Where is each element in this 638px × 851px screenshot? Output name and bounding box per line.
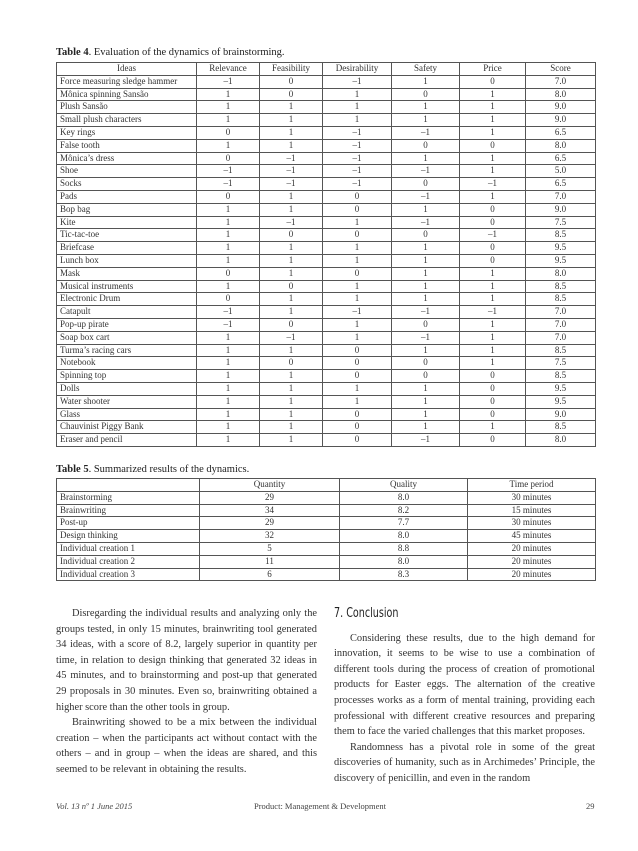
table4-cell: 1: [197, 88, 260, 101]
table-row: [57, 382, 596, 395]
table4-cell: –1: [197, 178, 260, 191]
table-row: [57, 293, 596, 306]
table4-cell: 6.5: [526, 178, 596, 191]
table4-cell: 1: [197, 331, 260, 344]
table4-header-cell: Price: [460, 63, 526, 76]
table4-cell: 8.5: [526, 370, 596, 383]
table4-cell: 0: [460, 370, 526, 383]
table4-cell: 1: [323, 280, 392, 293]
table4-cell: False tooth: [57, 139, 197, 152]
table4-cell: –1: [392, 434, 460, 447]
table5-header-cell: Time period: [468, 479, 596, 492]
table4-cell: 1: [392, 344, 460, 357]
table-row: [57, 254, 596, 267]
table4-cell: 1: [197, 139, 260, 152]
table5-cell: 15 minutes: [468, 504, 596, 517]
table4-cell: 1: [260, 242, 323, 255]
table5-cell: 8.0: [340, 555, 468, 568]
table5-cell: 20 minutes: [468, 568, 596, 581]
table4-cell: 0: [460, 395, 526, 408]
table4-cell: Mask: [57, 267, 197, 280]
table4-cell: –1: [260, 331, 323, 344]
table4-cell: 0: [460, 216, 526, 229]
table-row: [57, 280, 596, 293]
table4-cell: 0: [460, 408, 526, 421]
table4-cell: –1: [260, 165, 323, 178]
table5-cell: 8.0: [340, 491, 468, 504]
table4-cell: 1: [460, 318, 526, 331]
table4-cell: –1: [260, 178, 323, 191]
table4-cell: 1: [323, 395, 392, 408]
table4-cell: 1: [197, 254, 260, 267]
table-row: [57, 491, 596, 504]
table4-cell: Pop-up pirate: [57, 318, 197, 331]
table4-cell: –1: [197, 306, 260, 319]
table4-cell: 1: [197, 203, 260, 216]
table5-cell: Post-up: [57, 517, 200, 530]
table4-cell: 1: [197, 408, 260, 421]
table5-cell: Individual creation 2: [57, 555, 200, 568]
table4-cell: 0: [197, 126, 260, 139]
table5-cell: 8.3: [340, 568, 468, 581]
right-paragraph-2: Randomness has a pivotal role in some of the great discoveries of humanity, such as in Archimedes’ Principle, the discovery of penicillin, and even in the random: [334, 741, 595, 784]
table5-cell: 8.0: [340, 530, 468, 543]
table-row: [57, 203, 596, 216]
table4-cell: –1: [323, 306, 392, 319]
table5-cell: 6: [200, 568, 340, 581]
table5-header-row: [57, 479, 596, 492]
table4-cell: 1: [260, 421, 323, 434]
table5-cell: 34: [200, 504, 340, 517]
table4-cell: 0: [323, 370, 392, 383]
table5-cell: 45 minutes: [468, 530, 596, 543]
table4-cell: 0: [392, 229, 460, 242]
table4-cell: Notebook: [57, 357, 197, 370]
table5-cell: Brainwriting: [57, 504, 200, 517]
table4-header-cell: Relevance: [197, 63, 260, 76]
table4-cell: Chauvinist Piggy Bank: [57, 421, 197, 434]
table4-cell: 0: [197, 190, 260, 203]
table4-cell: 1: [197, 344, 260, 357]
table4-cell: Force measuring sledge hammer: [57, 75, 197, 88]
table4: [56, 62, 596, 447]
table4-cell: 8.0: [526, 434, 596, 447]
table4-cell: –1: [392, 126, 460, 139]
table4-header-row: [57, 63, 596, 76]
table4-cell: 1: [460, 331, 526, 344]
table4-cell: 1: [197, 216, 260, 229]
table4-cell: Pads: [57, 190, 197, 203]
table-row: [57, 267, 596, 280]
table4-cell: –1: [197, 165, 260, 178]
table4-cell: 1: [260, 370, 323, 383]
table4-cell: 1: [392, 408, 460, 421]
left-paragraph-1: Disregarding the individual results and analyzing only the groups tested, in only 15 minutes, brainwriting tool generated 34 ideas, with a score of 8.2, largely superior in quantity per time, in relation to design thinking that generated 32 ideas in 45 minutes, and to brainstorming and post-up that generated 29 proposals in 30 minutes. Even so, brainwriting obtained a higher score than the other tools in group.: [56, 608, 317, 713]
table4-cell: –1: [460, 178, 526, 191]
table4-cell: 1: [460, 190, 526, 203]
table4-cell: 0: [460, 242, 526, 255]
table4-cell: 1: [460, 344, 526, 357]
table4-cell: 1: [392, 242, 460, 255]
table4-cell: 0: [260, 280, 323, 293]
table4-cell: Dolls: [57, 382, 197, 395]
table4-cell: 1: [392, 114, 460, 127]
table4-cell: 1: [197, 421, 260, 434]
table4-cell: 1: [197, 229, 260, 242]
table4-cell: 1: [392, 152, 460, 165]
table4-cell: 1: [460, 101, 526, 114]
table4-cell: 1: [323, 318, 392, 331]
table4-cell: Glass: [57, 408, 197, 421]
table4-cell: 1: [323, 242, 392, 255]
table4-cell: 0: [460, 434, 526, 447]
table4-cell: Electronic Drum: [57, 293, 197, 306]
table4-cell: 9.5: [526, 382, 596, 395]
table4-cell: –1: [392, 190, 460, 203]
table4-cell: 9.0: [526, 101, 596, 114]
table4-cell: 1: [460, 293, 526, 306]
table4-cell: Catapult: [57, 306, 197, 319]
table4-cell: 8.5: [526, 344, 596, 357]
table4-cell: 0: [392, 139, 460, 152]
table4-cell: 1: [260, 408, 323, 421]
table4-cell: 1: [323, 382, 392, 395]
table4-cell: 1: [197, 434, 260, 447]
table5-cell: 8.8: [340, 542, 468, 555]
table4-cell: 9.0: [526, 114, 596, 127]
table-row: [57, 178, 596, 191]
table-row: [57, 216, 596, 229]
footer-journal: Product: Management & Development: [254, 801, 386, 811]
table-row: [57, 517, 596, 530]
table5-cell: Brainstorming: [57, 491, 200, 504]
table4-cell: 0: [323, 190, 392, 203]
table4-cell: 1: [197, 101, 260, 114]
table4-cell: Small plush characters: [57, 114, 197, 127]
table-row: [57, 357, 596, 370]
table4-header-cell: Score: [526, 63, 596, 76]
table4-cell: 1: [260, 190, 323, 203]
table4-cell: –1: [460, 306, 526, 319]
table4-cell: 1: [460, 114, 526, 127]
table4-cell: –1: [260, 152, 323, 165]
table4-cell: 1: [460, 88, 526, 101]
table4-cell: 0: [197, 293, 260, 306]
table4-cell: –1: [260, 216, 323, 229]
table-row: [57, 434, 596, 447]
table4-cell: –1: [392, 331, 460, 344]
table5-cell: Individual creation 3: [57, 568, 200, 581]
table4-cell: 0: [460, 254, 526, 267]
table4-cell: –1: [392, 216, 460, 229]
table4-cell: 7.0: [526, 331, 596, 344]
table4-caption: [56, 47, 285, 58]
table4-cell: 0: [323, 421, 392, 434]
table-row: [57, 421, 596, 434]
table4-cell: 8.5: [526, 229, 596, 242]
table5-cell: 8.2: [340, 504, 468, 517]
table4-cell: 1: [460, 421, 526, 434]
table-row: [57, 555, 596, 568]
table4-cell: 0: [392, 318, 460, 331]
table-row: [57, 568, 596, 581]
table4-cell: 7.0: [526, 75, 596, 88]
table4-cell: 1: [392, 280, 460, 293]
table5-header-cell: [57, 479, 200, 492]
table4-cell: 1: [260, 203, 323, 216]
table4-cell: 1: [392, 421, 460, 434]
table4-cell: 0: [460, 382, 526, 395]
table4-cell: 8.0: [526, 267, 596, 280]
table5-cell: 29: [200, 517, 340, 530]
table4-cell: Briefcase: [57, 242, 197, 255]
table-row: [57, 318, 596, 331]
table4-cell: 0: [323, 344, 392, 357]
table4-cell: 1: [260, 306, 323, 319]
conclusion-heading: 7. Conclusion: [334, 606, 399, 621]
table4-cell: 0: [392, 370, 460, 383]
table4-header-cell: Ideas: [57, 63, 197, 76]
table4-cell: 8.5: [526, 280, 596, 293]
table-row: [57, 504, 596, 517]
table4-cell: –1: [323, 126, 392, 139]
table4-title: . Evaluation of the dynamics of brainstorming.: [88, 47, 285, 58]
table4-cell: 0: [392, 88, 460, 101]
table4-cell: 1: [323, 101, 392, 114]
table-row: [57, 229, 596, 242]
table4-cell: 8.5: [526, 421, 596, 434]
table4-cell: 7.5: [526, 216, 596, 229]
table4-cell: 1: [392, 101, 460, 114]
table4-cell: 1: [323, 88, 392, 101]
table4-cell: 1: [323, 331, 392, 344]
table-row: [57, 88, 596, 101]
table4-cell: 1: [260, 139, 323, 152]
right-column: [334, 606, 595, 787]
table4-cell: 1: [323, 293, 392, 306]
table4-header-cell: Desirability: [323, 63, 392, 76]
table4-cell: 6.5: [526, 126, 596, 139]
table4-cell: –1: [323, 139, 392, 152]
table4-cell: 1: [197, 382, 260, 395]
left-paragraph-2: Brainwriting showed to be a mix between the individual creation – when the participants act without contact with the others – and in group – when the ideas are shared, and this seemed to be relevant in obtaining the results.: [56, 717, 317, 775]
table4-cell: Bop bag: [57, 203, 197, 216]
table4-cell: 0: [323, 357, 392, 370]
table4-cell: 1: [197, 370, 260, 383]
table4-header-cell: Feasibility: [260, 63, 323, 76]
table-row: [57, 542, 596, 555]
table4-cell: 7.0: [526, 190, 596, 203]
table-row: [57, 114, 596, 127]
table4-cell: 1: [260, 293, 323, 306]
table4-cell: 9.0: [526, 203, 596, 216]
table4-cell: Mônica’s dress: [57, 152, 197, 165]
table4-cell: 0: [197, 267, 260, 280]
table5-cell: 20 minutes: [468, 542, 596, 555]
table4-cell: –1: [392, 306, 460, 319]
table4-cell: –1: [197, 318, 260, 331]
table-row: [57, 344, 596, 357]
table5-cell: Individual creation 1: [57, 542, 200, 555]
table4-cell: –1: [323, 152, 392, 165]
table5-cell: 30 minutes: [468, 517, 596, 530]
table-row: [57, 306, 596, 319]
footer-page-number: 29: [586, 801, 595, 811]
table4-cell: 0: [323, 267, 392, 280]
table4-cell: 1: [197, 357, 260, 370]
table4-cell: –1: [323, 165, 392, 178]
table4-cell: 1: [392, 267, 460, 280]
table5-caption: [56, 464, 249, 475]
table4-cell: 1: [392, 75, 460, 88]
table-row: [57, 370, 596, 383]
table4-cell: 0: [260, 88, 323, 101]
table4-cell: 1: [460, 267, 526, 280]
table4-cell: 1: [197, 114, 260, 127]
table4-cell: Spinning top: [57, 370, 197, 383]
table-row: [57, 139, 596, 152]
footer-volume: Vol. 13 nº 1 June 2015: [56, 801, 133, 811]
table4-cell: Shoe: [57, 165, 197, 178]
table4-cell: 1: [323, 254, 392, 267]
table-row: [57, 242, 596, 255]
table4-cell: 0: [323, 434, 392, 447]
table4-cell: 1: [197, 395, 260, 408]
table5-cell: 11: [200, 555, 340, 568]
table4-cell: Soap box cart: [57, 331, 197, 344]
table4-cell: Kite: [57, 216, 197, 229]
table4-cell: 1: [260, 382, 323, 395]
table-row: [57, 165, 596, 178]
table4-cell: 1: [260, 101, 323, 114]
table4-cell: 7.0: [526, 306, 596, 319]
table5-cell: 7.7: [340, 517, 468, 530]
table4-cell: 1: [260, 126, 323, 139]
table-row: [57, 190, 596, 203]
table4-cell: 1: [460, 280, 526, 293]
left-column: [56, 606, 317, 778]
table4-cell: Mônica spinning Sansão: [57, 88, 197, 101]
table4-cell: 0: [260, 229, 323, 242]
table4-cell: 9.5: [526, 242, 596, 255]
table4-cell: 1: [323, 216, 392, 229]
table4-cell: 8.5: [526, 293, 596, 306]
table5: [56, 478, 596, 581]
table-row: [57, 530, 596, 543]
table5-cell: Design thinking: [57, 530, 200, 543]
table4-cell: 9.5: [526, 254, 596, 267]
table4-cell: 0: [460, 203, 526, 216]
table4-cell: –1: [197, 75, 260, 88]
table4-cell: 0: [323, 229, 392, 242]
table4-cell: Key rings: [57, 126, 197, 139]
table4-cell: 1: [260, 344, 323, 357]
table4-cell: 1: [260, 114, 323, 127]
table4-cell: 0: [460, 139, 526, 152]
table4-cell: 0: [392, 178, 460, 191]
table4-cell: Tic-tac-toe: [57, 229, 197, 242]
table-row: [57, 408, 596, 421]
table4-cell: 1: [392, 293, 460, 306]
right-paragraph-1: Considering these results, due to the high demand for innovation, it seems to be wise to use a combination of different tools during the process of creation of promotional products for Easter eggs. The alternation of the creative processes works as a form of mental training, providing each professional with different creative resources and preparing them to face the varied challenges that this market proposes.: [334, 632, 595, 738]
table4-cell: 1: [460, 152, 526, 165]
table4-cell: 1: [392, 395, 460, 408]
table4-cell: 1: [323, 114, 392, 127]
table5-cell: 5: [200, 542, 340, 555]
table-row: [57, 152, 596, 165]
table5-label: Table 5: [56, 464, 89, 475]
table4-cell: 1: [460, 126, 526, 139]
table5-title: . Summarized results of the dynamics.: [88, 464, 250, 475]
table4-cell: 1: [392, 254, 460, 267]
table4-cell: Water shooter: [57, 395, 197, 408]
table4-cell: 0: [260, 318, 323, 331]
table4-cell: –1: [323, 178, 392, 191]
table4-cell: 9.0: [526, 408, 596, 421]
table4-cell: 1: [260, 395, 323, 408]
table4-cell: 1: [460, 357, 526, 370]
table4-cell: Eraser and pencil: [57, 434, 197, 447]
table4-cell: 7.0: [526, 318, 596, 331]
table4-cell: –1: [323, 75, 392, 88]
table4-cell: 9.5: [526, 395, 596, 408]
table4-cell: 1: [197, 280, 260, 293]
table4-cell: 0: [323, 203, 392, 216]
table4-cell: Musical instruments: [57, 280, 197, 293]
table5-cell: 20 minutes: [468, 555, 596, 568]
table4-cell: 8.0: [526, 139, 596, 152]
table4-cell: 0: [260, 75, 323, 88]
table-row: [57, 331, 596, 344]
table4-cell: 6.5: [526, 152, 596, 165]
table-row: [57, 395, 596, 408]
table5-cell: 32: [200, 530, 340, 543]
table4-cell: 7.5: [526, 357, 596, 370]
table4-cell: 1: [392, 203, 460, 216]
table4-cell: –1: [392, 165, 460, 178]
table4-cell: Turma’s racing cars: [57, 344, 197, 357]
table4-header-cell: Safety: [392, 63, 460, 76]
table4-cell: 1: [260, 434, 323, 447]
table4-cell: 1: [392, 382, 460, 395]
table4-cell: 0: [392, 357, 460, 370]
table4-cell: Lunch box: [57, 254, 197, 267]
table5-cell: 29: [200, 491, 340, 504]
table4-cell: Socks: [57, 178, 197, 191]
table4-cell: Plush Sansão: [57, 101, 197, 114]
table-row: [57, 126, 596, 139]
table4-cell: –1: [460, 229, 526, 242]
table4-cell: 0: [197, 152, 260, 165]
table-row: [57, 75, 596, 88]
table5-header-cell: Quantity: [200, 479, 340, 492]
table4-cell: 0: [460, 75, 526, 88]
table4-cell: 1: [260, 254, 323, 267]
table4-cell: 0: [260, 357, 323, 370]
table5-cell: 30 minutes: [468, 491, 596, 504]
table4-cell: 1: [197, 242, 260, 255]
table5-header-cell: Quality: [340, 479, 468, 492]
table4-cell: 5.0: [526, 165, 596, 178]
table-row: [57, 101, 596, 114]
table4-cell: 0: [323, 408, 392, 421]
table4-label: Table 4: [56, 47, 89, 58]
table4-cell: 8.0: [526, 88, 596, 101]
table4-cell: 1: [260, 267, 323, 280]
table4-cell: 1: [460, 165, 526, 178]
